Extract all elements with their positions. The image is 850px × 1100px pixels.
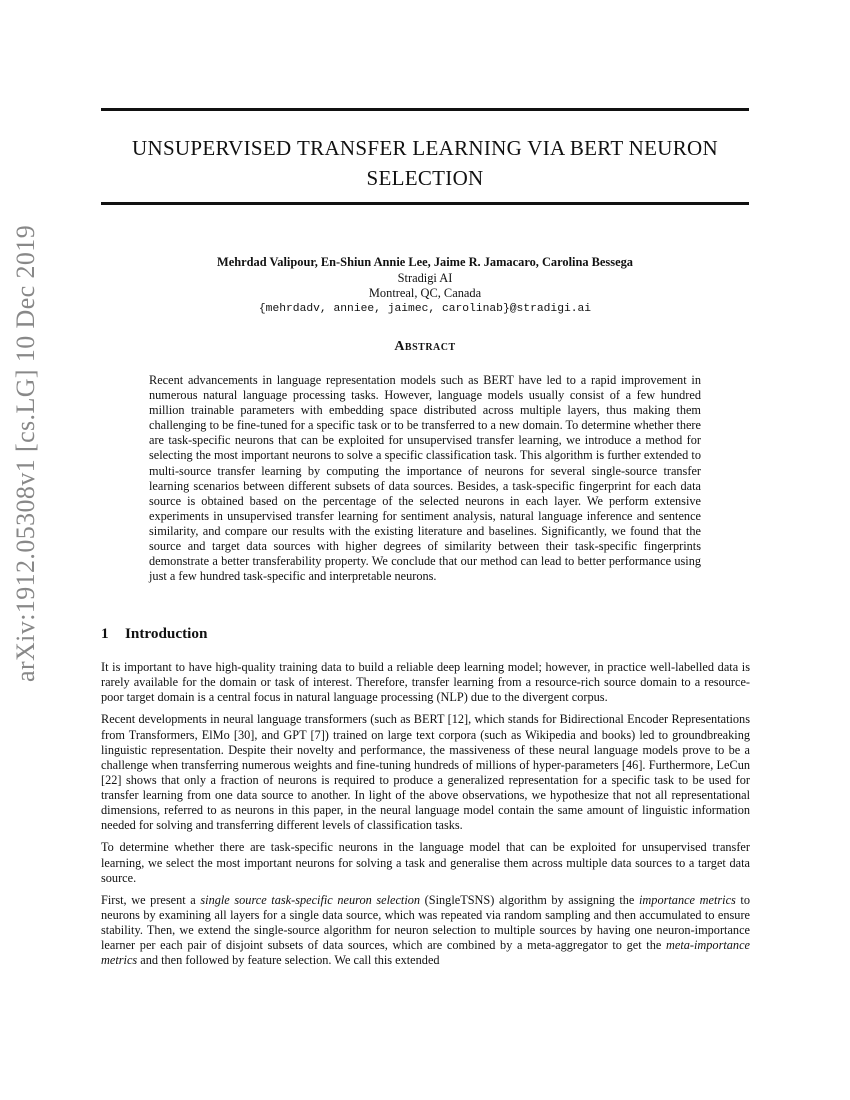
author-emails: {mehrdadv, anniee, jaimec, carolinab}@stradigi.ai [258,302,592,315]
title-line-1: UNSUPERVISED TRANSFER LEARNING VIA BERT NEURON [132,136,718,160]
title-line-2: SELECTION [366,166,484,190]
section-title: Introduction [125,625,208,642]
author-names: Mehrdad Valipour, En-Shiun Annie Lee, Jaime R. Jamacaro, Carolina Bessega [217,255,633,269]
section-heading [101,625,207,643]
paragraph: It is important to have high-quality training data to build a reliable deep learning model; however, in practice well-labelled data is rarely available for the domain or task of interest. Therefore, transfer learning from a resource-rich source domain to a resource-poor target domain is a central focus in natural language processing (NLP) due to the divergent corpus. [101,660,750,705]
arxiv-stamp: arXiv:1912.05308v1 [cs.LG] 10 Dec 2019 [11,224,40,682]
title-rule-bottom [101,202,749,205]
abstract-text: Recent advancements in language representation models such as BERT have led to a rapid improvement in numerous natural language processing tasks. However, language models usually consist of a few hundred million trainable parameters with embedding space distributed across multiple layers, thus making them challenging to be fine-tuned for a specific task or to be transferred to a new domain. To determine whether there are task-specific neurons that can be exploited for unsupervised transfer learning, we introduce a method for selecting the most important neurons to solve a specific classification task. This algorithm is further extended to multi-source transfer learning by computing the importance of neurons for several single-source transfer learning scenarios between different subsets of data sources. Besides, a task-specific fingerprint for each data source is obtained based on the percentage of the selected neurons in each layer. We perform extensive experiments in unsupervised transfer learning for sentiment analysis, natural language inference and sentence similarity, and compare our results with the existing literature and baselines. Significantly, we found that the source and target data sources with higher degrees of similarity between their task-specific fingerprints demonstrate a better transferability property. We conclude that our method can lead to better performance using just a few hundred task-specific and interpretable neurons. [149,373,701,584]
title-rule-top [101,108,749,111]
location: Montreal, QC, Canada [368,286,482,300]
paragraph: Recent developments in neural language transformers (such as BERT [12], which stands for Bidirectional Encoder Representations from Transformers, ElMo [30], and GPT [7]) trained on large text corpora (such as Wikipedia and books) led to groundbreaking linguistic representation. Despite their novelty and performance, the massiveness of these neural language models prove to be a challenge when transferring numerous weights and fine-tuning hundreds of millions of hyper-parameters [46]. Furthermore, LeCun [22] shows that only a fraction of neurons is required to produce a generalized representation for a specific task to be used for transfer learning from one data source to another. In light of the above observations, we hypothesize that not all representational dimensions, referred to as neurons in this paper, in the neural language model contain the same amount of linguistic information needed for solving and transferring different levels of classification tasks. [101,712,750,833]
introduction-body [101,660,750,976]
affiliation: Stradigi AI [397,270,453,285]
paper-title [101,133,749,193]
section-number: 1 [101,625,109,642]
emphasis: meta-importance metrics [101,938,750,968]
emphasis: single source task-specific neuron selection [200,892,421,907]
emphasis: importance metrics [639,892,736,907]
paragraph: First, we present a single source task-specific neuron selection (SingleTSNS) algorithm by assigning the importance metrics to neurons by examining all layers for a single data source, which was repeated via random sampling and then accumulated to ensure stability. Then, we extend the single-source algorithm for neuron selection to multiple sources by having one neuron-importance learner per each pair of disjoint subsets of data sources, which are combined by a meta-aggregator to get the meta-importance metrics and then followed by feature selection. We call this extended [101,892,751,968]
paragraph: To determine whether there are task-specific neurons in the language model that can be exploited for unsupervised transfer learning, we select the most important neurons for solving a task and generalise them across multiple data sources to a target data source. [101,840,750,885]
abstract-heading: Abstract [394,339,456,354]
author-block [101,255,749,317]
